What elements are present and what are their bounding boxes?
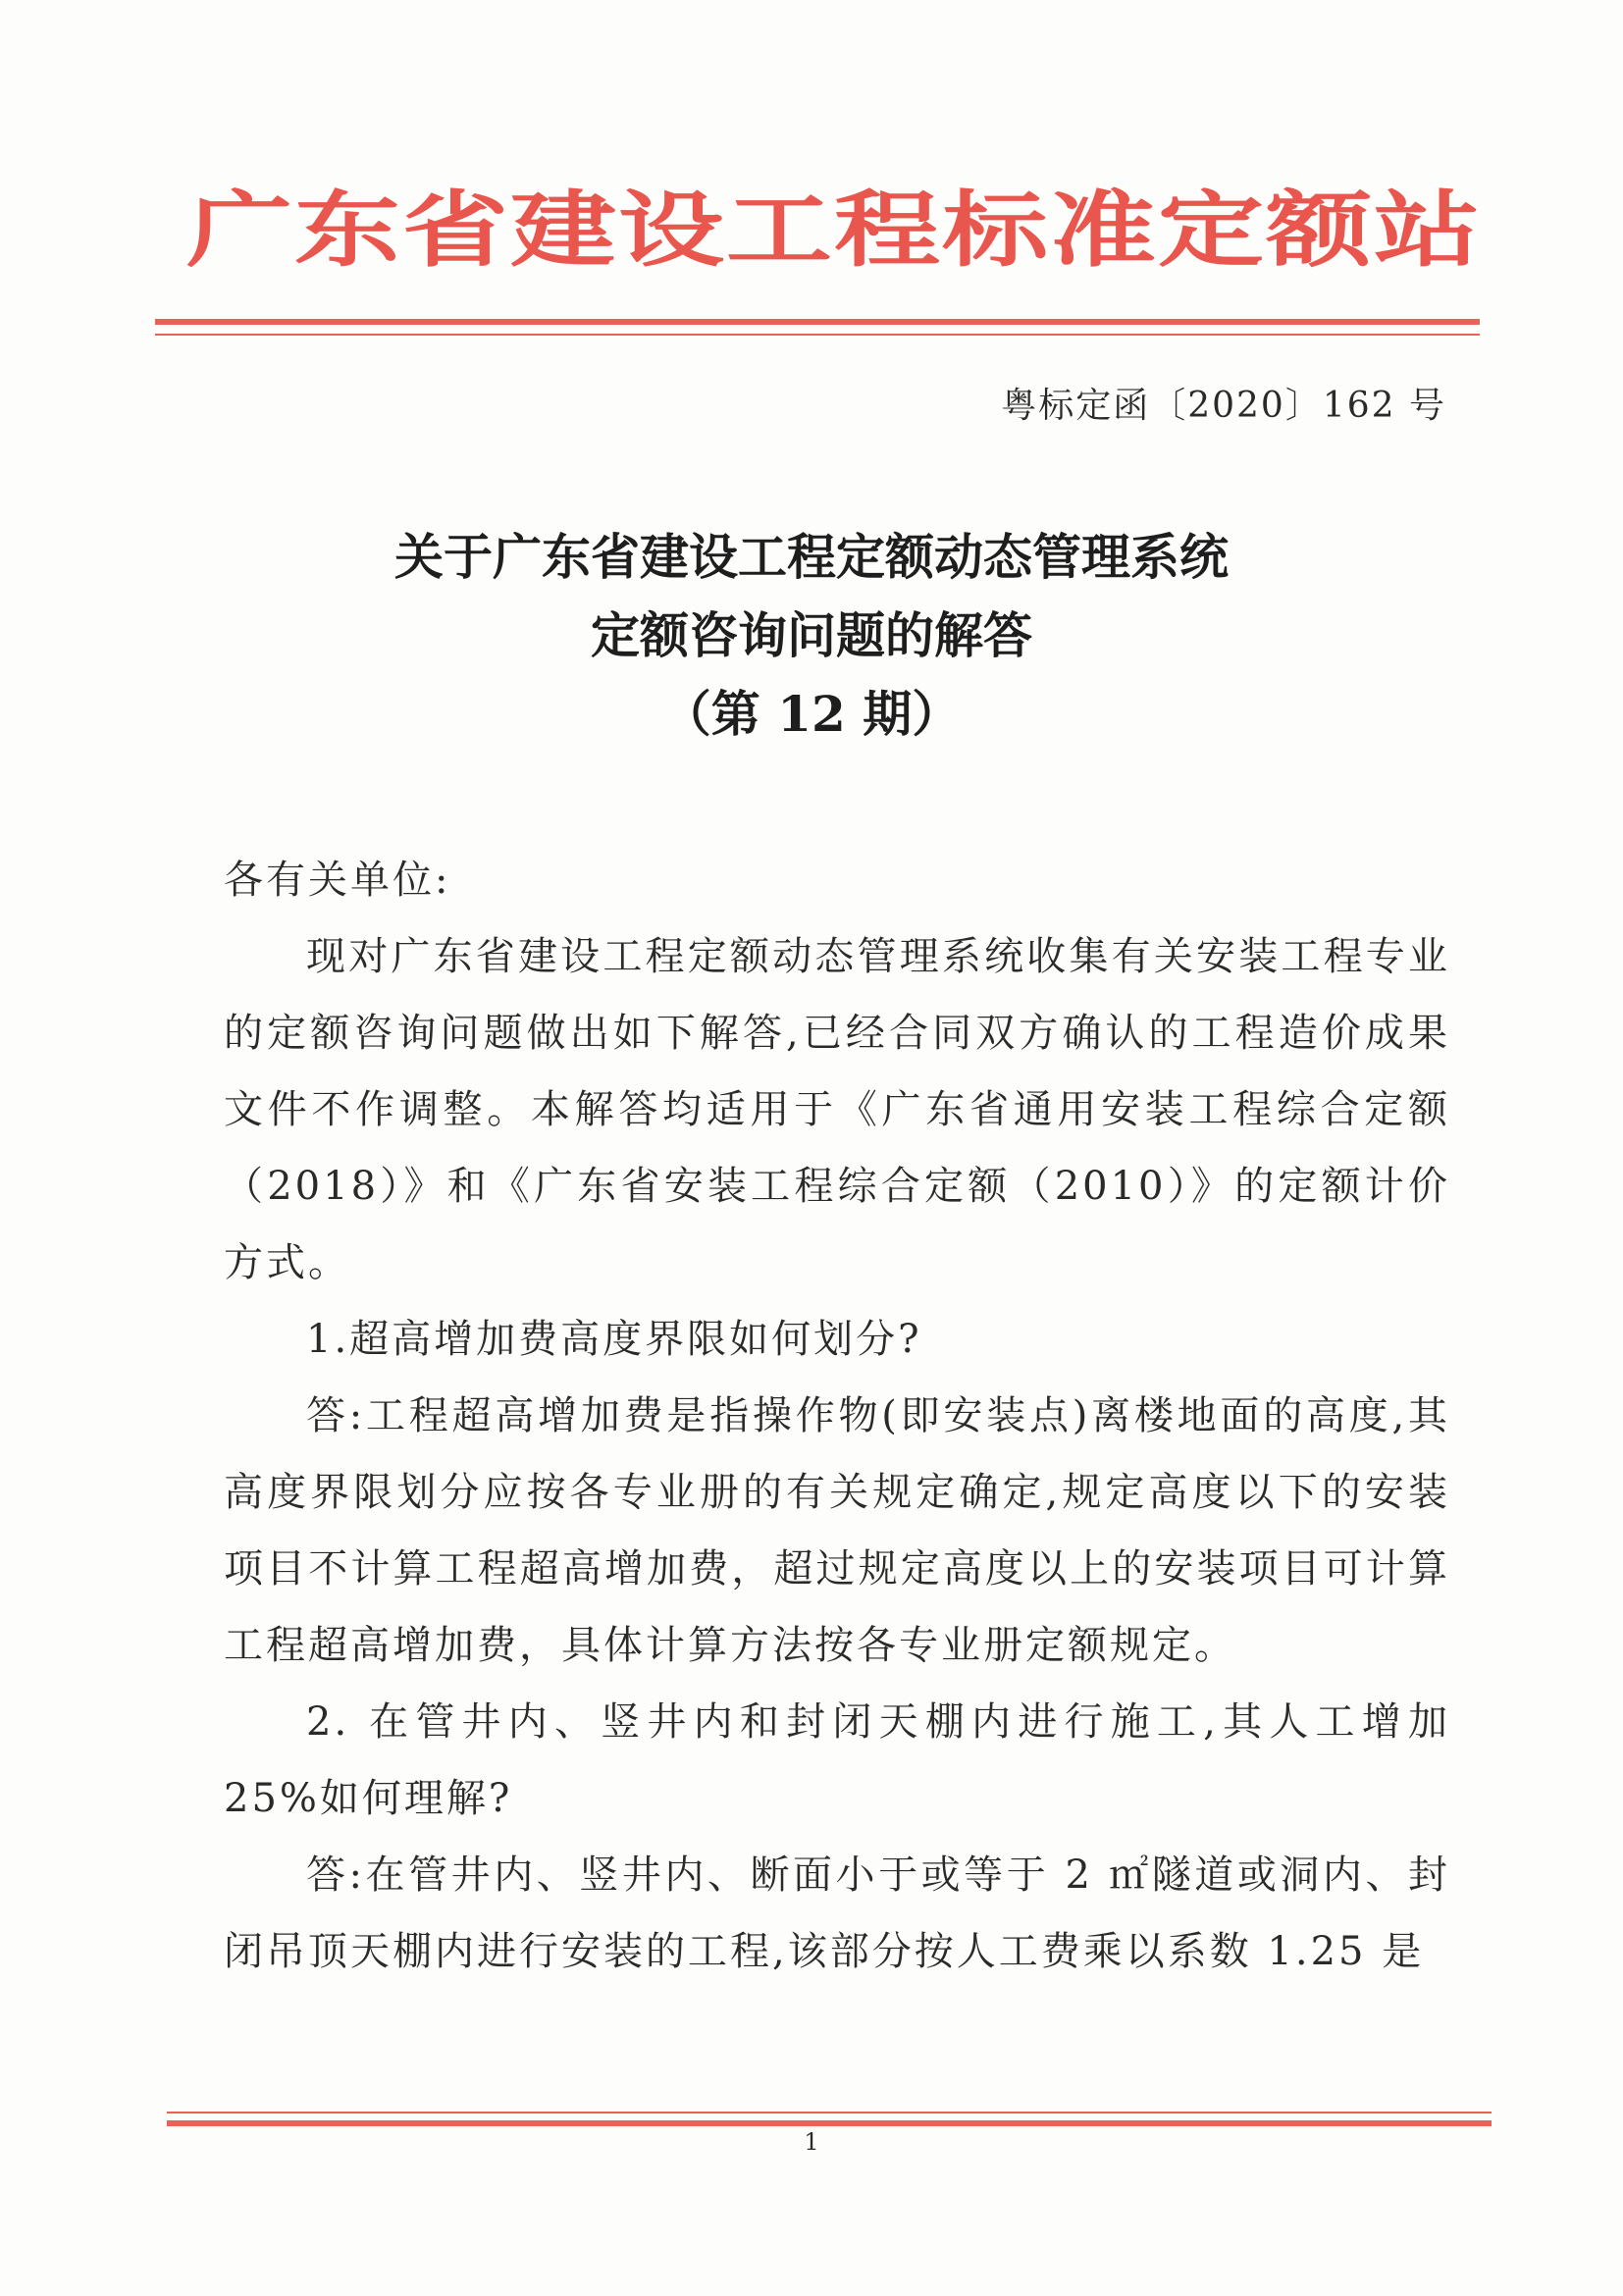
header-rule-thin: [155, 334, 1480, 336]
title-line-2: 定额咨询问题的解答: [591, 606, 1032, 664]
title-line-1: 关于广东省建设工程定额动态管理系统: [394, 528, 1229, 586]
footer-rule-thick: [167, 2120, 1492, 2126]
answer-1: 答:工程超高增加费是指操作物(即安装点)离楼地面的高度,其高度界限划分应按各专业册的有关规定确定,规定高度以下的安装项目不计算工程超高增加费，超过规定高度以上的安装项目可计算工程超高增加费，具体计算方法按各专业册定额规定。: [224, 1393, 1450, 1668]
org-masthead: 广东省建设工程标准定额站: [186, 182, 1483, 279]
question-2: 2. 在管井内、竖井内和封闭天棚内进行施工,其人工增加 25%如何理解?: [224, 1699, 1450, 1821]
document-title: [0, 518, 1623, 754]
header-rule-thick: [155, 319, 1480, 325]
document-body: [224, 842, 1450, 1990]
salutation: 各有关单位:: [224, 858, 451, 903]
title-line-3: （第 12 期）: [661, 685, 962, 743]
question-1: 1.超高增加费高度界限如何划分?: [306, 1317, 922, 1362]
document-number: 粤标定函〔2020〕162 号: [1001, 386, 1446, 426]
page-number: 1: [804, 2128, 819, 2156]
intro-paragraph: 现对广东省建设工程定额动态管理系统收集有关安装工程专业的定额咨询问题做出如下解答,已经合同双方确认的工程造价成果文件不作调整。本解答均适用于《广东省通用安装工程综合定额（2018）》和《广东省安装工程综合定额（2010）》的定额计价方式。: [224, 934, 1450, 1285]
footer-rule-thin: [167, 2112, 1492, 2113]
answer-2: 答:在管井内、竖井内、断面小于或等于 2 ㎡隧道或洞内、封闭吊顶天棚内进行安装的工程,该部分按人工费乘以系数 1.25 是: [224, 1852, 1450, 1974]
